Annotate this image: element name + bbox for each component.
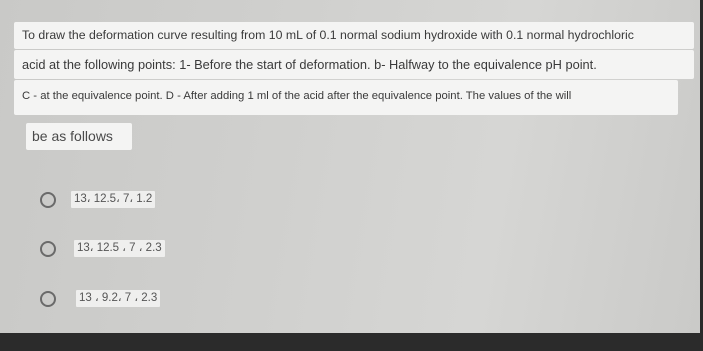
- answer-option-3[interactable]: [40, 290, 160, 307]
- question-text-line-2: acid at the following points: 1- Before the start of deformation. b- Halfway to the equivalence pH point.: [14, 50, 694, 79]
- question-text-line-4: be as follows: [26, 123, 132, 150]
- answer-option-1-label[interactable]: 13، 12.5، 7، 1.2: [71, 191, 155, 208]
- answer-option-3-label[interactable]: 13 ، 9.2، 7 ، 2.3: [76, 290, 160, 307]
- bottom-dark-strip: [0, 333, 703, 351]
- question-text-line-3: C - at the equivalence point. D - After adding 1 ml of the acid after the equivalence point. The values of the will: [14, 80, 678, 115]
- question-text-line-1: To draw the deformation curve resulting from 10 mL of 0.1 normal sodium hydroxide with 0.1 normal hydrochloric: [14, 22, 694, 49]
- answer-option-2[interactable]: [40, 240, 165, 257]
- radio-button-option-3[interactable]: [40, 291, 56, 307]
- radio-button-option-1[interactable]: [40, 192, 56, 208]
- answer-option-2-label[interactable]: 13، 12.5 ، 7 ، 2.3: [74, 240, 165, 257]
- answer-option-1[interactable]: [40, 191, 155, 208]
- radio-button-option-2[interactable]: [40, 241, 56, 257]
